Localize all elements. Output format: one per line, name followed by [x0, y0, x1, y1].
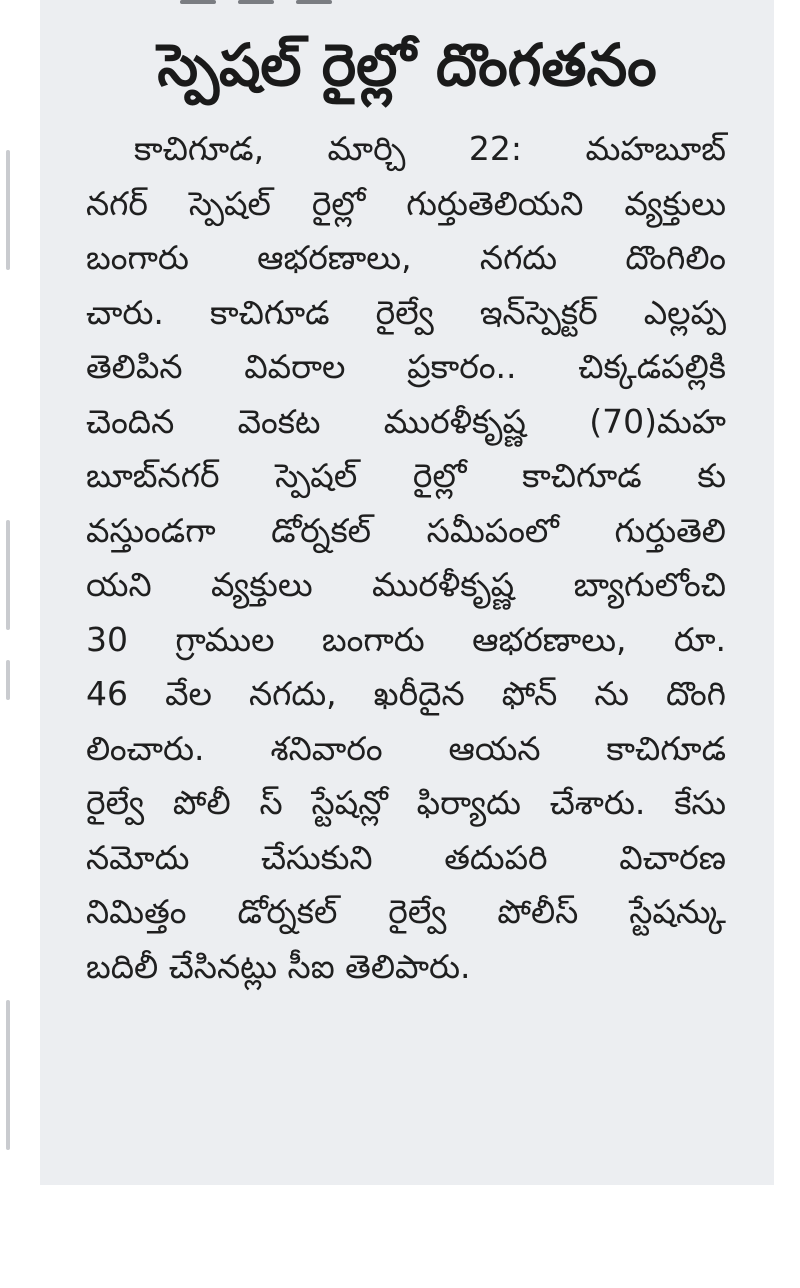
- body-line: నమోదు చేసుకుని తదుపరి విచారణ: [86, 837, 726, 877]
- headline: స్పెషల్ రైల్లో దొంగతనం: [157, 31, 657, 99]
- body-line: వస్తుండగా డోర్నకల్ సమీపంలో గుర్తుతెలి: [86, 510, 726, 550]
- body-line: నగర్ స్పెషల్ రైల్లో గుర్తుతెలియని వ్యక్తులు: [86, 183, 726, 223]
- news-clipping: [40, 0, 774, 1185]
- body-line: తెలిపిన వివరాల ప్రకారం.. చిక్కడపల్లికి: [86, 347, 726, 386]
- margin-mark: [6, 1000, 10, 1150]
- body-line: 30 గ్రాముల బంగారు ఆభరణాలు, రూ.: [86, 619, 726, 659]
- body-line: నిమిత్తం డోర్నకల్ రైల్వే పోలీస్ స్టేషన్కు: [86, 892, 726, 931]
- margin-mark: [6, 150, 10, 270]
- article-body: [86, 122, 726, 994]
- body-line: చెందిన వెంకట మురళీకృష్ణ (70)మహ: [86, 401, 726, 441]
- body-line: కాచిగూడ, మార్చి 22: మహబూబ్: [134, 129, 726, 168]
- margin-mark: [6, 520, 10, 630]
- body-line: లించారు. శనివారం ఆయన కాచిగూడ: [86, 728, 726, 768]
- body-line: చారు. కాచిగూడ రైల్వే ఇన్‌స్పెక్టర్ ఎల్లప్ప: [86, 292, 726, 332]
- left-margin: [0, 0, 40, 1185]
- body-line: బూబ్‌నగర్ స్పెషల్ రైల్లో కాచిగూడ కు: [86, 456, 726, 495]
- body-line: 46 వేల నగదు, ఖరీదైన ఫోన్ ను దొంగి: [86, 674, 726, 713]
- body-line: బంగారు ఆభరణాలు, నగదు దొంగిలిం: [86, 238, 726, 277]
- cropped-text-residue: [180, 0, 370, 6]
- margin-mark: [6, 660, 10, 700]
- body-line: రైల్వే పోలీ స్ స్టేషన్లో ఫిర్యాదు చేశారు. కేసు: [86, 783, 726, 822]
- body-line: బదిలీ చేసినట్లు సీఐ తెలిపారు.: [86, 946, 471, 986]
- body-line: యని వ్యక్తులు మురళీకృష్ణ బ్యాగులోంచి: [86, 565, 726, 604]
